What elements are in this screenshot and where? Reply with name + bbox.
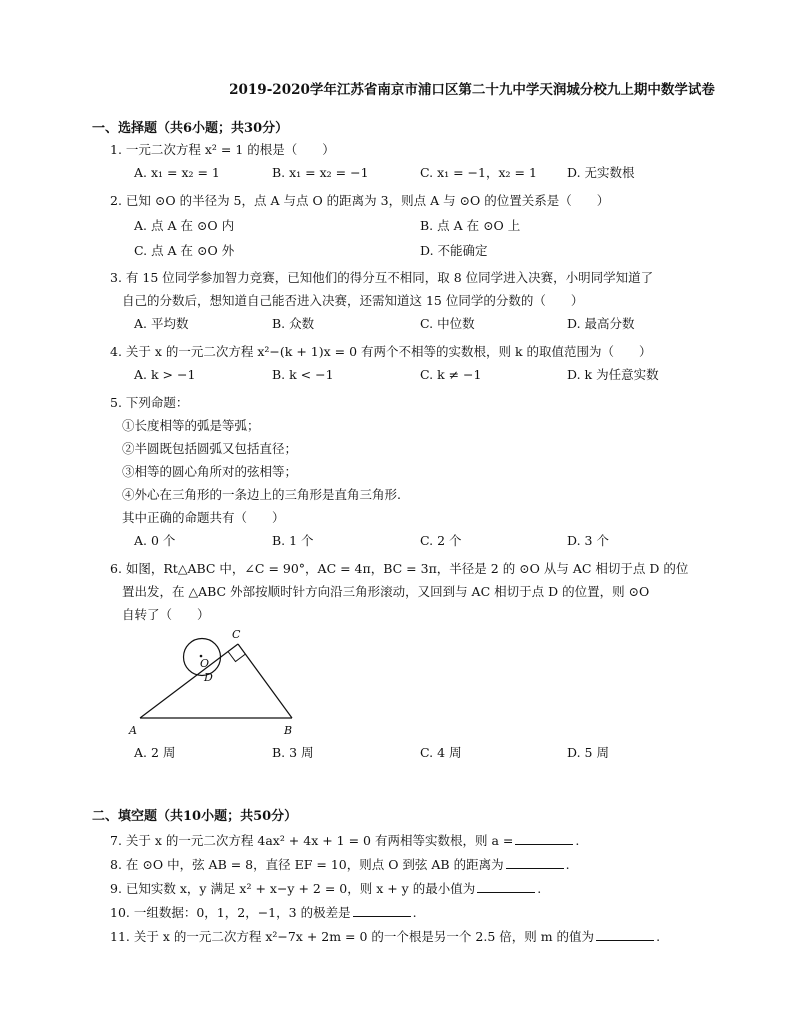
question-6-line1: 6. 如图，Rt△ABC 中，∠C = 90°，AC = 4π，BC = 3π，半径是 2 的 ⊙O 从与 AC 相切于点 D 的位 xyxy=(110,561,689,576)
q5-proposition-1: ①长度相等的弧是等弧； xyxy=(122,418,260,433)
q2-option-c: C. 点 A 在 ⊙O 外 xyxy=(134,243,235,258)
q7-end: . xyxy=(575,833,580,848)
q3-option-c: C. 中位数 xyxy=(420,316,475,331)
section-fill-heading: 二、填空题（共10小题；共50分） xyxy=(92,809,298,824)
question-6-line2: 置出发，在 △ABC 外部按顺时针方向沿三角形滚动，又回到与 AC 相切于点 D 的位置，则 ⊙O xyxy=(122,584,650,599)
q6-option-a: A. 2 周 xyxy=(134,745,176,760)
q3-option-d: D. 最高分数 xyxy=(567,316,635,331)
q4-option-a: A. k > −1 xyxy=(134,367,196,382)
question-11 xyxy=(110,929,710,945)
q1-option-c: C. x₁ = −1，x₂ = 1 xyxy=(420,165,537,180)
q7-text: 7. 关于 x 的一元二次方程 4ax² + 4x + 1 = 0 有两相等实数根，则 a = xyxy=(110,833,514,848)
q10-end: . xyxy=(412,905,417,920)
q11-end: . xyxy=(656,929,661,944)
q5-option-a: A. 0 个 xyxy=(134,533,176,548)
q5-proposition-3: ③相等的圆心角所对的弦相等； xyxy=(122,464,298,479)
q5-ask: 其中正确的命题共有（ ） xyxy=(122,510,285,525)
q5-option-d: D. 3 个 xyxy=(567,533,609,548)
q5-proposition-2: ②半圆既包括圆弧又包括直径； xyxy=(122,441,298,456)
q3-option-a: A. 平均数 xyxy=(134,316,189,331)
q8-answer-blank[interactable] xyxy=(506,868,564,869)
q11-text: 11. 关于 x 的一元二次方程 x²−7x + 2m = 0 的一个根是另一个 2.5 倍，则 m 的值为 xyxy=(110,929,595,944)
q10-text: 10. 一组数据：0，1，2，−1，3 的极差是 xyxy=(110,905,351,920)
q4-option-d: D. k 为任意实数 xyxy=(567,367,659,382)
section-choice-heading: 一、选择题（共6小题；共30分） xyxy=(92,121,289,136)
right-angle-mark xyxy=(228,652,246,662)
label-a: A xyxy=(129,724,137,737)
q6-option-c: C. 4 周 xyxy=(420,745,462,760)
q8-text: 8. 在 ⊙O 中，弦 AB = 8，直径 EF = 10，则点 O 到弦 AB 的距离为 xyxy=(110,857,504,872)
question-3-line2: 自己的分数后，想知道自己能否进入决赛，还需知道这 15 位同学的分数的（ ） xyxy=(122,293,584,308)
q9-text: 9. 已知实数 x，y 满足 x² + x−y + 2 = 0，则 x + y 的最小值为 xyxy=(110,881,476,896)
q9-answer-blank[interactable] xyxy=(477,892,535,893)
q2-option-d: D. 不能确定 xyxy=(420,243,488,258)
label-c: C xyxy=(232,628,241,641)
question-1: 1. 一元二次方程 x² = 1 的根是（ ） xyxy=(110,142,335,157)
q4-option-c: C. k ≠ −1 xyxy=(420,367,482,382)
q7-answer-blank[interactable] xyxy=(515,844,573,845)
q10-answer-blank[interactable] xyxy=(353,916,411,917)
side-ac xyxy=(140,644,238,718)
q5-option-c: C. 2 个 xyxy=(420,533,462,548)
question-3-line1: 3. 有 15 位同学参加智力竞赛，已知他们的得分互不相同，取 8 位同学进入决赛，小明同学知道了 xyxy=(110,270,654,285)
label-b: B xyxy=(284,724,293,737)
question-7 xyxy=(110,833,710,849)
q1-option-b: B. x₁ = x₂ = −1 xyxy=(272,165,369,180)
label-o: O xyxy=(200,657,210,670)
q3-option-b: B. 众数 xyxy=(272,316,315,331)
question-9 xyxy=(110,881,710,897)
question-5: 5. 下列命题： xyxy=(110,395,189,410)
question-10 xyxy=(110,905,710,921)
q8-end: . xyxy=(565,857,570,872)
q11-answer-blank[interactable] xyxy=(596,940,654,941)
question-4: 4. 关于 x 的一元二次方程 x²−(k + 1)x = 0 有两个不相等的实数根，则 k 的取值范围为（ ） xyxy=(110,344,652,359)
label-d: D xyxy=(204,671,213,684)
side-bc xyxy=(238,644,292,718)
question-6-line3: 自转了（ ） xyxy=(122,607,210,622)
q1-option-a: A. x₁ = x₂ = 1 xyxy=(134,165,220,180)
question-8 xyxy=(110,857,710,873)
q5-proposition-4: ④外心在三角形的一条边上的三角形是直角三角形. xyxy=(122,487,401,502)
question-2: 2. 已知 ⊙O 的半径为 5，点 A 与点 O 的距离为 3，则点 A 与 ⊙O 的位置关系是（ ） xyxy=(110,193,610,208)
q6-option-b: B. 3 周 xyxy=(272,745,314,760)
q6-option-d: D. 5 周 xyxy=(567,745,609,760)
q2-option-b: B. 点 A 在 ⊙O 上 xyxy=(420,218,521,233)
q4-option-b: B. k < −1 xyxy=(272,367,334,382)
q9-end: . xyxy=(537,881,542,896)
q2-option-a: A. 点 A 在 ⊙O 内 xyxy=(134,218,235,233)
q6-triangle-figure xyxy=(120,622,320,742)
q1-option-d: D. 无实数根 xyxy=(567,165,635,180)
exam-title: 2019-2020学年江苏省南京市浦口区第二十九中学天润城分校九上期中数学试卷 xyxy=(229,82,715,98)
q5-option-b: B. 1 个 xyxy=(272,533,314,548)
